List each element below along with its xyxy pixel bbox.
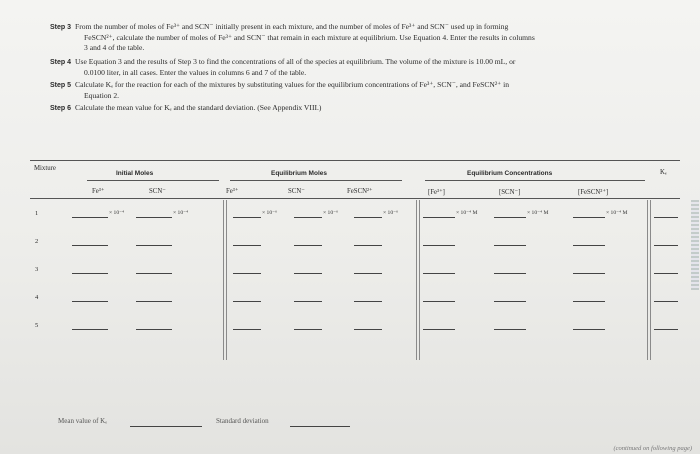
col-header-eq-fescn: FeSCN²⁺: [347, 188, 373, 195]
answer-blank[interactable]: [423, 273, 455, 274]
answer-blank[interactable]: [654, 245, 678, 246]
step-text: From the number of moles of Fe³⁺ and SCN⁻ initially present in each mixture, and the number of moles of Fe³⁺ and SCN⁻ used up in forming: [75, 22, 509, 31]
column-divider: [223, 200, 224, 360]
row-number: 5: [35, 322, 39, 329]
mean-value-label: Mean value of Kₑ: [58, 417, 108, 425]
table-header-rule: [30, 198, 680, 199]
column-divider: [650, 200, 651, 360]
answer-blank[interactable]: [573, 217, 605, 218]
initial-moles-header: Initial Moles: [116, 170, 154, 177]
answer-blank[interactable]: [573, 301, 605, 302]
answer-blank[interactable]: [423, 301, 455, 302]
answer-blank[interactable]: [354, 217, 382, 218]
unit-label: × 10⁻⁴ M: [606, 210, 628, 216]
answer-blank[interactable]: [654, 329, 678, 330]
answer-blank[interactable]: [136, 301, 172, 302]
col-header-conc-fescn: [FeSCN²⁺]: [578, 189, 609, 196]
equilibrium-concentrations-header: Equilibrium Concentrations: [467, 170, 553, 177]
step-3: [50, 22, 680, 53]
answer-blank[interactable]: [354, 301, 382, 302]
answer-blank[interactable]: [233, 217, 261, 218]
group-underline: [87, 180, 219, 181]
col-header-conc-scn: [SCN⁻]: [499, 189, 521, 196]
step-text: FeSCN²⁺, calculate the number of moles of Fe³⁺ and SCN⁻ that remain in each mixture at equilibrium. Use Equation 4. Enter the results in columns: [84, 33, 535, 42]
row-number: 4: [35, 294, 39, 301]
group-underline: [230, 180, 402, 181]
answer-blank[interactable]: [654, 273, 678, 274]
col-header-eq-scn: SCN⁻: [288, 188, 305, 195]
answer-blank[interactable]: [294, 245, 322, 246]
results-table: [30, 160, 685, 440]
unit-label: × 10⁻⁴: [109, 210, 125, 216]
step-label: Step 4: [50, 59, 72, 66]
step-text: Use Equation 3 and the results of Step 3 to find the concentrations of all of the species at equilibrium. The volume of the mixture is 10.00 mL, or: [75, 57, 516, 66]
row-number: 3: [35, 266, 39, 273]
answer-blank[interactable]: [354, 245, 382, 246]
step-label: Step 3: [50, 24, 72, 31]
answer-blank[interactable]: [72, 301, 108, 302]
col-header-initial-fe: Fe³⁺: [92, 188, 105, 195]
answer-blank[interactable]: [72, 329, 108, 330]
col-header-conc-fe: [Fe³⁺]: [428, 189, 445, 196]
unit-label: × 10⁻⁴ M: [456, 210, 478, 216]
answer-blank[interactable]: [136, 273, 172, 274]
step-text: Equation 2.: [84, 91, 120, 100]
step-5: [50, 80, 680, 101]
unit-label: × 10⁻⁶: [383, 210, 399, 216]
answer-blank[interactable]: [233, 301, 261, 302]
answer-blank[interactable]: [423, 217, 455, 218]
answer-blank[interactable]: [494, 217, 526, 218]
answer-blank[interactable]: [573, 273, 605, 274]
unit-label: × 10⁻⁴: [173, 210, 189, 216]
unit-label: × 10⁻⁶: [262, 210, 278, 216]
step-text: 3 and 4 of the table.: [84, 43, 145, 52]
answer-blank[interactable]: [72, 217, 108, 218]
step-6: [50, 103, 680, 114]
column-divider: [647, 200, 648, 360]
column-divider: [416, 200, 417, 360]
answer-blank[interactable]: [233, 273, 261, 274]
answer-blank[interactable]: [72, 273, 108, 274]
answer-blank[interactable]: [233, 329, 261, 330]
answer-blank[interactable]: [294, 217, 322, 218]
answer-blank[interactable]: [136, 329, 172, 330]
col-header-eq-fe: Fe³⁺: [226, 188, 239, 195]
answer-blank[interactable]: [494, 329, 526, 330]
answer-blank[interactable]: [494, 245, 526, 246]
answer-blank[interactable]: [573, 245, 605, 246]
step-label: Step 5: [50, 82, 72, 89]
answer-blank[interactable]: [423, 245, 455, 246]
answer-blank[interactable]: [354, 329, 382, 330]
answer-blank[interactable]: [294, 273, 322, 274]
step-text: Calculate Kₑ for the reaction for each of the mixtures by substituting values for the equilibrium concentrations of Fe³⁺, SCN⁻, and FeSCN²⁺ in: [75, 80, 509, 89]
col-header-initial-scn: SCN⁻: [149, 188, 166, 195]
mixture-header: Mixture: [34, 165, 56, 172]
row-number: 2: [35, 238, 39, 245]
group-underline: [425, 180, 645, 181]
answer-blank[interactable]: [423, 329, 455, 330]
unit-label: × 10⁻⁴ M: [527, 210, 549, 216]
mean-value-blank[interactable]: [130, 426, 202, 427]
edge-watermark: [691, 200, 699, 290]
answer-blank[interactable]: [654, 301, 678, 302]
answer-blank[interactable]: [136, 245, 172, 246]
unit-label: × 10⁻⁶: [323, 210, 339, 216]
kc-header: Kₑ: [660, 169, 667, 176]
answer-blank[interactable]: [294, 329, 322, 330]
answer-blank[interactable]: [494, 273, 526, 274]
step-text: 0.0100 liter, in all cases. Enter the values in columns 6 and 7 of the table.: [84, 68, 307, 77]
answer-blank[interactable]: [294, 301, 322, 302]
step-text: Calculate the mean value for Kₑ and the standard deviation. (See Appendix VIII.): [75, 103, 322, 112]
answer-blank[interactable]: [654, 217, 678, 218]
column-divider: [419, 200, 420, 360]
standard-deviation-label: Standard deviation: [216, 417, 269, 425]
row-number: 1: [35, 210, 39, 217]
answer-blank[interactable]: [494, 301, 526, 302]
answer-blank[interactable]: [136, 217, 172, 218]
answer-blank[interactable]: [233, 245, 261, 246]
step-label: Step 6: [50, 105, 72, 112]
continued-note: (continued on following page): [613, 445, 692, 452]
equilibrium-moles-header: Equilibrium Moles: [271, 170, 327, 177]
answer-blank[interactable]: [354, 273, 382, 274]
column-divider: [226, 200, 227, 360]
step-4: [50, 57, 680, 78]
table-top-rule: [30, 160, 680, 161]
answer-blank[interactable]: [72, 245, 108, 246]
answer-blank[interactable]: [573, 329, 605, 330]
standard-deviation-blank[interactable]: [290, 426, 350, 427]
